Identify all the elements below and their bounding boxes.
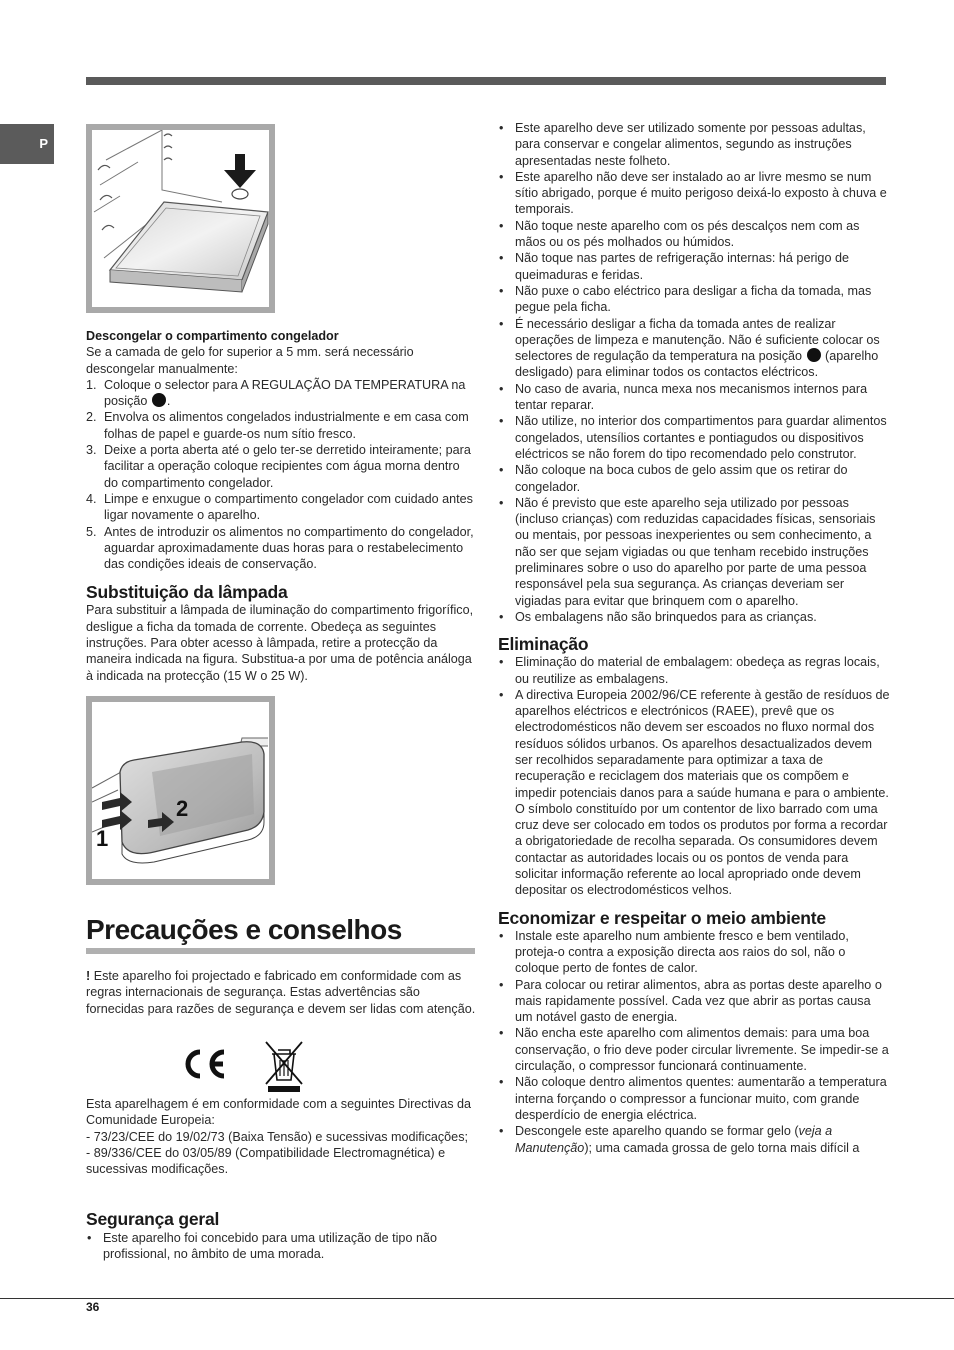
figure-label-1: 1 <box>96 826 109 851</box>
defrost-steps <box>86 377 476 573</box>
step-number: 5. <box>86 524 97 539</box>
lamp-text: Para substituir a lâmpada de iluminação do compartimento frigorífico, desligue a ficha da tomada de corrente. Obedeça as seguintes instruções. Para obter acesso à lâmpada, retire a protecção da maneira indicada na figura. Substitua-a por uma de potência análoga à indicada na protecção (15 W o 25 W). <box>86 603 474 683</box>
freezer-drawing <box>92 130 269 307</box>
list-item <box>498 1123 890 1156</box>
intro-text: Este aparelho foi projectado e fabricado em conformidade com as regras internacionais de segurança. Estas advertências são fornecidas para razões de segurança e devem ser lidas com atenção. <box>86 969 476 1016</box>
page-title: Precauções e conselhos <box>86 914 402 945</box>
maintenance-reference: veja a Manutenção <box>515 1124 833 1155</box>
defrost-intro: Se a camada de gelo for superior a 5 mm. será necessário descongelar manualmente: <box>86 345 414 376</box>
conformity-line: - 73/23/CEE do 19/02/73 (Baixa Tensão) e sucessivas modificações; <box>86 1129 468 1144</box>
conformity-line: Esta aparelhagem é em conformidade com a seguintes Directivas da Comunidade Europeia: <box>86 1097 472 1128</box>
list-item: • Não toque neste aparelho com os pés descalços nem com as mãos ou os pés molhados ou húmidos. <box>498 218 890 251</box>
title-underline <box>86 948 475 954</box>
safety-heading: Segurança geral <box>86 1209 220 1229</box>
list-item: • Eliminação do material de embalagem: obedeça as regras locais, ou reutilize as embalagens. <box>498 654 890 687</box>
top-rule <box>86 77 886 85</box>
safety-list-right <box>498 120 890 625</box>
eco-heading: Economizar e respeitar o meio ambiente <box>498 907 826 928</box>
list-item: • Os embalagens não são brinquedos para as crianças. <box>498 609 890 625</box>
figure-label-2: 2 <box>176 796 189 821</box>
list-item: • Não toque nas partes de refrigeração internas: há perigo de queimaduras e feridas. <box>498 250 890 283</box>
defrost-step <box>86 524 476 573</box>
list-item <box>498 316 890 381</box>
intro-paragraph <box>86 968 476 1017</box>
safety-list-left <box>86 1230 476 1263</box>
conformity-text <box>86 1096 476 1177</box>
list-item: • Este aparelho não deve ser instalado ao ar livre mesmo se num sítio abrigado, porque é muito perigoso deixá-lo exposto à chuva e temporais. <box>498 169 890 218</box>
list-item: • Para colocar ou retirar alimentos, abra as portas deste aparelho o mais rapidamente possível. Cada vez que abrir as portas causa um notável gasto de energia. <box>498 977 890 1026</box>
disposal-list <box>498 654 890 898</box>
list-item: • Não encha este aparelho com alimentos demais: para uma boa conservação, o frio deve poder circular livremente. Se impedir-se a circulação, o compressor funcionará continuamente. <box>498 1025 890 1074</box>
list-item: • Instale este aparelho num ambiente fresco e bem ventilado, proteja-o contra a exposição directa aos raios do sol, não o coloque perto de fontes de calor. <box>498 928 890 977</box>
defrost-step <box>86 377 476 410</box>
lamp-cover-illustration <box>86 696 275 885</box>
lamp-heading: Substituição da lâmpada <box>86 582 288 603</box>
right-column <box>498 120 890 1156</box>
step-text: Deixe a porta aberta até o gelo ter-se derretido inteiramente; para facilitar a operação coloque recipientes com água morna dentro do compartimento congelador. <box>104 443 471 490</box>
footer-rule <box>0 1298 954 1299</box>
list-item: • A directiva Europeia 2002/96/CE referente à gestão de resíduos de aparelhos eléctricos e electrónicos (RAEE), prevê que os electrodomésticos não devem ser escoados no fluxo normal dos resíduos sólidos urbanos. Os aparelhos desactualizados devem ser recolhidos separadamente para optimizar a taxa de recuperação e reciclagem dos materiais que os compõem e impedir potenciais danos para a saúde humana e para o ambiente. O símbolo constituído por um contentor de lixo barrado com uma cruz deve ser colocado em todos os produtos por forma a recordar a obrigatoriedade de recolha separada. Os consumidores devem contactar as autoridades locais ou os pontos de venda para solicitar informação referente ao local apropriado onde devem depositar os electrodomésticos velhos. <box>498 687 890 899</box>
step-text: Coloque o selector para A REGULAÇÃO DA TEMPERATURA na posição <box>104 377 466 409</box>
step-number: 4. <box>86 491 97 506</box>
ce-mark-icon <box>188 1052 224 1076</box>
language-tab: P <box>0 124 54 164</box>
item-text: É necessário desligar a ficha da tomada antes de realizar operações de limpeza e manutenção. Não é suficiente colocar os selectores de regulação da temperatura na posição <box>515 316 880 364</box>
defrost-step <box>86 409 476 442</box>
step-number: 1. <box>86 377 97 392</box>
list-item: • Não coloque na boca cubos de gelo assim que os retirar do congelador. <box>498 462 890 495</box>
step-text: Antes de introduzir os alimentos no compartimento do congelador, aguardar aproximadamente duas horas para o restabelecimento das condições ideais de conservação. <box>104 524 474 572</box>
weee-bin-icon <box>266 1042 302 1092</box>
lamp-drawing <box>92 702 269 879</box>
page-number: 36 <box>86 1300 100 1314</box>
defrost-step <box>86 442 476 491</box>
conformity-line: - 89/336/CEE do 03/05/89 (Compatibilidade Electromagnética) e sucessivas modificações. <box>86 1145 446 1177</box>
list-item: • No caso de avaria, nunca mexa nos mecanismos internos para tentar reparar. <box>498 381 890 414</box>
step-number: 2. <box>86 410 97 425</box>
warning-mark: ! <box>86 969 91 983</box>
certification-logos <box>176 1038 316 1094</box>
off-position-icon <box>807 348 821 362</box>
step-suffix: . <box>166 394 171 409</box>
defrost-title: Descongelar o compartimento congelador <box>86 329 339 343</box>
list-item: • Não é previsto que este aparelho seja utilizado por pessoas (incluso crianças) com reduzidas capacidades físicas, sensoriais ou mentais, por pessoas inexperientes ou sem conhecimento, a não ser que sejam vigiadas ou que tenham recebido instruções preliminares sobre o uso do aparelho por parte de uma pessoa responsável pela sua segurança. As crianças deveriam ser vigiadas para evitar que brinquem com o aparelho. <box>498 495 890 609</box>
off-position-icon <box>152 393 166 407</box>
item-text-after: (aparelho desligado) para eliminar todos os contactos eléctricos. <box>515 349 879 380</box>
item-text-after: ); uma camada grossa de gelo torna mais difícil a <box>584 1140 860 1155</box>
list-item: • Este aparelho deve ser utilizado somente por pessoas adultas, para conservar e congelar alimentos, segundo as instruções apresentadas neste folheto. <box>498 120 890 169</box>
step-number: 3. <box>86 443 97 458</box>
freezer-defrost-illustration <box>86 124 275 313</box>
item-text: Descongele este aparelho quando se formar gelo ( <box>515 1124 799 1139</box>
step-text: Limpe e enxugue o compartimento congelador com cuidado antes ligar novamente o aparelho. <box>104 491 473 523</box>
left-column <box>86 328 476 684</box>
disposal-heading: Eliminação <box>498 634 589 655</box>
list-item: • Não coloque dentro alimentos quentes: aumentarão a temperatura interna forçando o compressor a funcionar muito, com grande desperdício de energia eléctrica. <box>498 1074 890 1123</box>
list-item: • Não puxe o cabo eléctrico para desligar a ficha da tomada, mas pegue pela ficha. <box>498 283 890 316</box>
list-item: • Este aparelho foi concebido para uma utilização de tipo não profissional, no âmbito de uma morada. <box>86 1230 476 1263</box>
eco-list <box>498 928 890 1156</box>
defrost-step <box>86 491 476 524</box>
step-text: Envolva os alimentos congelados industrialmente e em casa com folhas de papel e guarde-os num sítio fresco. <box>104 410 469 441</box>
list-item: • Não utilize, no interior dos compartimentos para guardar alimentos congelados, utensílios cortantes e pontiagudos ou dispositivos eléctricos se não forem do tipo recomendado pelo construtor. <box>498 413 890 462</box>
